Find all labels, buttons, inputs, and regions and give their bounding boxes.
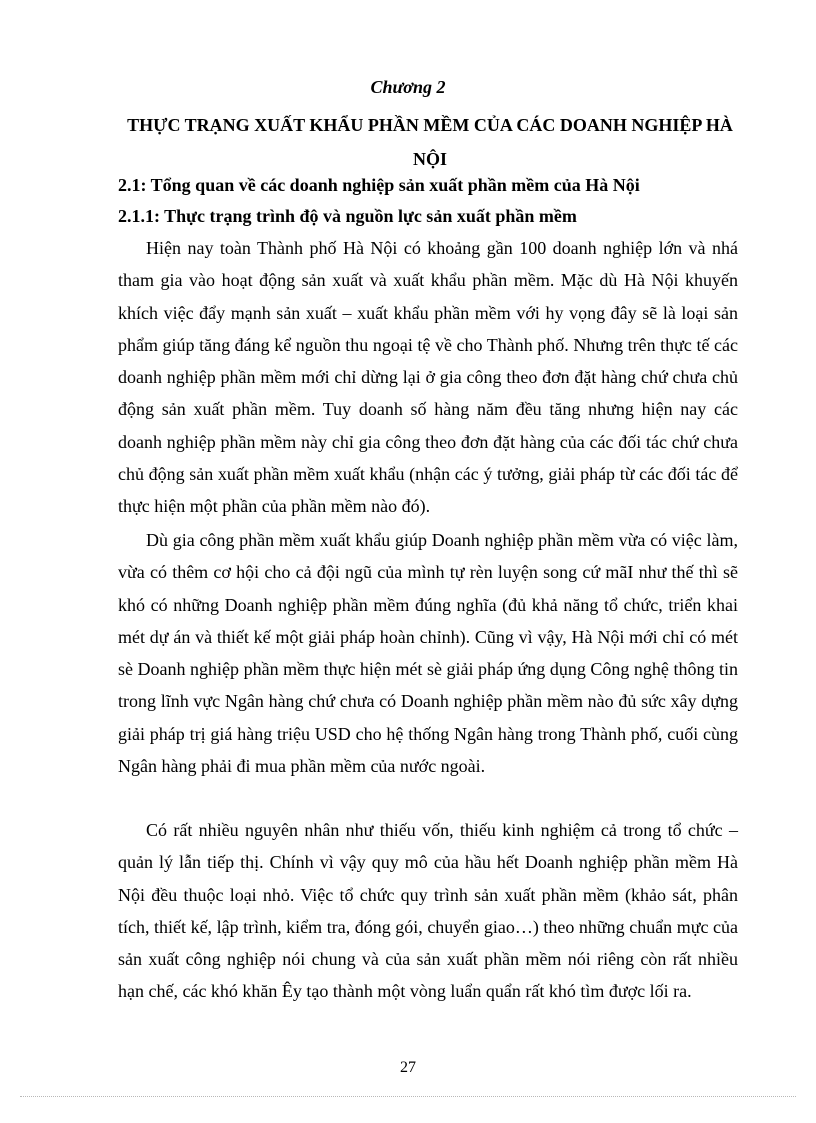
page-number: 27 (400, 1059, 416, 1076)
paragraph: Hiện nay toàn Thành phố Hà Nội có khoảng gần 100 doanh nghiệp lớn và nhá tham gia vào hoạt động sản xuất và xuất khẩu phần mềm. Mặc dù Hà Nội khuyến khích việc đẩy mạnh sản xuất – xuất khẩu phần mềm với hy vọng đây sẽ là loại sản phẩm giúp tăng đáng kể nguồn thu ngoại tệ về cho Thành phố. Nhưng trên thực tế các doanh nghiệp phần mềm mới chỉ dừng lại ở gia công theo đơn đặt hàng chứ chưa chủ động sản xuất phần mềm. Tuy doanh số hàng năm đều tăng nhưng hiện nay các doanh nghiệp phần mềm này chỉ gia công theo đơn đặt hàng của các đối tác chứ chưa chủ động sản xuất phần mềm xuất khẩu (nhận các ý tưởng, giải pháp từ các đối tác để thực hiện một phần của phần mềm nào đó). (118, 238, 738, 517)
paragraph: Có rất nhiều nguyên nhân như thiếu vốn, thiếu kinh nghiệm cả trong tổ chức – quản lý lẫn tiếp thị. Chính vì vậy quy mô của hầu hết Doanh nghiệp phần mềm Hà Nội đều thuộc loại nhỏ. Việc tổ chức quy trình sản xuất phần mềm (khảo sát, phân tích, thiết kế, lập trình, kiểm tra, đóng gói, chuyển giao…) theo những chuẩn mực của sản xuất công nghiệp nói chung và của sản xuất phần mềm nói riêng còn rất nhiều hạn chế, các khó khăn Êy tạo thành một vòng luẩn quẩn rất khó tìm được lối ra. (118, 820, 738, 1002)
paragraph: Dù gia công phần mềm xuất khẩu giúp Doanh nghiệp phần mềm vừa có việc làm, vừa có thêm cơ hội cho cả đội ngũ của mình tự rèn luyện song cứ mãI như thế thì sẽ khó có những Doanh nghiệp phần mềm đúng nghĩa (đủ khả năng tổ chức, triển khai mét dự án và thiết kế một giải pháp hoàn chỉnh). Cũng vì vậy, Hà Nội mới chỉ có mét sè Doanh nghiệp phần mềm thực hiện mét sè giải pháp ứng dụng Công nghệ thông tin trong lĩnh vực Ngân hàng chứ chưa có Doanh nghiệp phần mềm nào đủ sức xây dựng giải pháp trị giá hàng triệu USD cho hệ thống Ngân hàng trong Thành phố, cuối cùng Ngân hàng phải đi mua phần mềm của nước ngoài. (118, 530, 738, 777)
subsection-heading: 2.1.1: Thực trạng trình độ và nguồn lực sản xuất phần mềm (118, 206, 577, 226)
chapter-title: THỰC TRẠNG XUẤT KHẨU PHẦN MỀM CỦA CÁC DOANH NGHIỆP HÀ NỘI (127, 115, 733, 169)
chapter-label: Chương 2 (370, 77, 446, 97)
section-heading: 2.1: Tổng quan về các doanh nghiệp sản xuất phần mềm của Hà Nội (118, 175, 640, 195)
footer-divider (20, 1096, 796, 1097)
